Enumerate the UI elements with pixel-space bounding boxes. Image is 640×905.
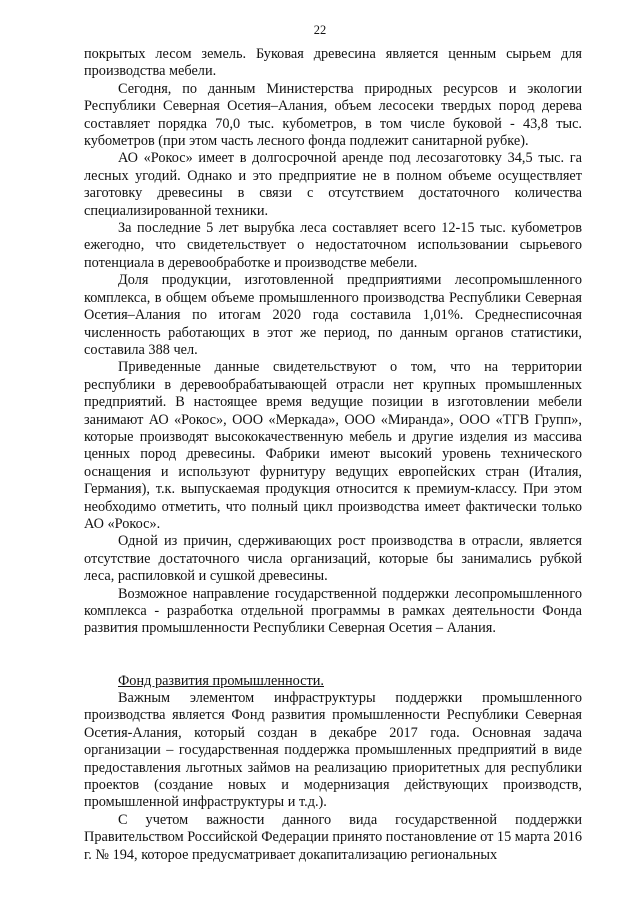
paragraph: Сегодня, по данным Министерства природных ресурсов и экологии Республики Северная Осетия–Алания, объем лесосеки твердых пород дерева составляет порядка 70,0 тыс. кубометров, в том числе буковой - 43,8 тыс. кубометров (при этом часть лесного фонда подлежит санитарной рубке). [84,80,582,150]
paragraph: Приведенные данные свидетельствуют о том, что на территории республики в деревообрабатывающей отрасли нет крупных промышленных предприятий. В настоящее время ведущие позиции в изготовлении мебели занимают АО «Рокос», ООО «Меркада», ООО «Миранда», ООО «ТГВ Групп», которые производят высококачественную мебель и другие изделия из массива ценных пород древесины. Фабрики имеют высокий уровень технического оснащения и используют фурнитуру ведущих европейских стран (Италия, Германия), т.к. выпускаемая продукция относится к премиум-классу. При этом необходимо отметить, что полный цикл производства имеет фактически только АО «Рокос». [84,359,582,532]
page-number: 22 [313,23,327,37]
paragraph: Важным элементом инфраструктуры поддержки промышленного производства является Фонд развития промышленности Республики Северная Осетия-Алания, который создан в декабре 2017 года. Основная задача организации – государственная поддержка промышленных предприятий в виде предоставления льготных займов на реализацию приоритетных для республики проектов (создание новых и модернизация действующих производств, промышленной инфраструктуры и т.д.). [84,690,582,811]
section-heading: Фонд развития промышленности. [118,672,324,689]
paragraph: покрытых лесом земель. Буковая древесина является ценным сырьем для производства мебели. [84,46,582,80]
document-body [84,46,582,864]
paragraph: Одной из причин, сдерживающих рост производства в отрасли, является отсутствие достаточного числа организаций, которые бы занимались рубкой леса, распиловкой и сушкой древесины. [84,533,582,585]
blank-line [84,638,582,655]
paragraph: Возможное направление государственной поддержки лесопромышленного комплекса - разработка отдельной программы в рамках деятельности Фонда развития промышленности Республики Северная Осетия – Алания. [84,585,582,637]
paragraph: С учетом важности данного вида государственной поддержки Правительством Российской Федерации принято постановление от 15 марта 2016 г. № 194, которое предусматривает докапитализацию региональных [84,811,582,863]
paragraph: Доля продукции, изготовленной предприятиями лесопромышленного комплекса, в общем объеме промышленного производства Республики Северная Осетия–Алания по итогам 2020 года составила 1,01%. Среднесписочная численность работающих в этот же период, по данным органов статистики, составила 388 чел. [84,272,582,358]
blank-line [84,655,582,672]
paragraph: За последние 5 лет вырубка леса составляет всего 12-15 тыс. кубометров ежегодно, что свидетельствует о недостаточном использовании сырьевого потенциала в деревообработке и производстве мебели. [84,220,582,271]
paragraph: АО «Рокос» имеет в долгосрочной аренде под лесозаготовку 34,5 тыс. га лесных угодий. Однако и это предприятие не в полном объеме осуществляет заготовку древесины в связи с отсутствием достаточного количества специализированной техники. [84,150,582,219]
